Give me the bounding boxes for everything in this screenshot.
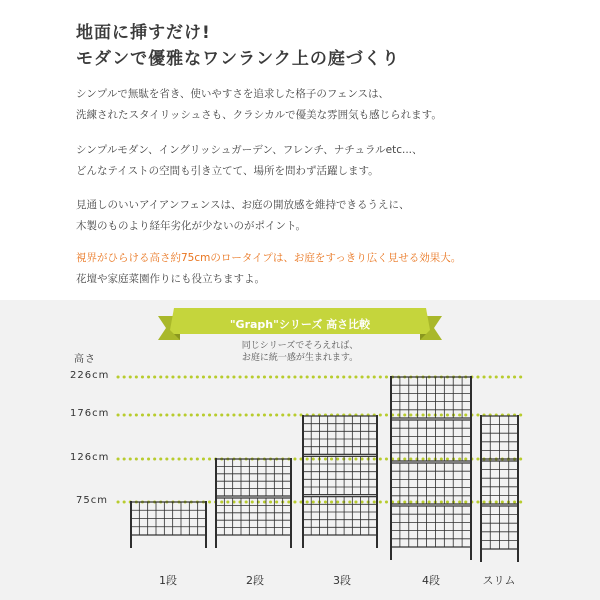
height-level-226: 226cm [70,370,110,381]
fence-4 [391,376,471,560]
series-note-line-2: お庭に統一感が生まれます。 [241,353,359,363]
paragraph-4 [76,248,461,290]
height-level-75: 75cm [76,495,108,506]
series-note [200,340,400,364]
paragraph-3-line-2: 木製のものより経年劣化が少ないのがポイント。 [76,220,307,232]
fence-panel [391,420,471,461]
fence-1 [131,501,206,548]
product-label-1dan: 1段 [159,574,177,587]
product-label-2dan: 2段 [246,574,264,587]
fence-5 [481,415,518,562]
headline-line2: モダンで優雅なワンランク上の庭づくり [76,49,400,69]
height-guide-lines [118,377,525,502]
paragraph-3 [76,195,409,237]
paragraph-2 [76,140,423,182]
paragraph-2-line-2: どんなテイストの空間も引き立てて、場所を問わず活躍します。 [76,165,379,177]
fence-panel [391,463,471,504]
fence-panel [303,416,377,454]
fence-panel [391,506,471,547]
paragraph-4-normal: 花壇や家庭菜園作りにも役立ちますよ。 [76,273,265,285]
product-label-3dan: 3段 [333,574,351,587]
fence-3 [303,415,377,548]
paragraph-3-line-1: 見通しのいいアイアンフェンスは、お庭の開放感を維持できるうえに、 [76,199,410,211]
height-level-176: 176cm [70,408,110,419]
fence-panel [216,498,291,535]
series-note-line-1: 同じシリーズでそろえれば、 [241,341,359,351]
fence-illustrations [131,376,518,562]
fence-panel [303,456,377,494]
height-axis-title: 高さ [74,354,96,365]
paragraph-1 [76,84,442,126]
paragraph-4-accent: 視界がひらける高さ約75cmのロータイプは、お庭をすっきり広く見せる効果大。 [76,252,462,264]
product-label-4dan: 4段 [422,574,440,587]
ribbon-title: "Graph"シリーズ 高さ比較 [229,318,371,331]
height-level-126: 126cm [70,452,110,463]
fence-panel [391,377,471,418]
paragraph-1-line-1: シンプルで無駄を省き、使いやすさを追求した格子のフェンスは、 [76,88,390,100]
fence-panel [216,459,291,496]
paragraph-1-line-2: 洗練されたスタイリッシュさも、クラシカルで優美な雰囲気も感じられます。 [76,109,442,121]
paragraph-2-line-1: シンプルモダン、イングリッシュガーデン、フレンチ、ナチュラルetc...、 [76,144,423,156]
product-label-slim: スリム [482,574,516,587]
headline-line1: 地面に挿すだけ! [76,23,211,43]
